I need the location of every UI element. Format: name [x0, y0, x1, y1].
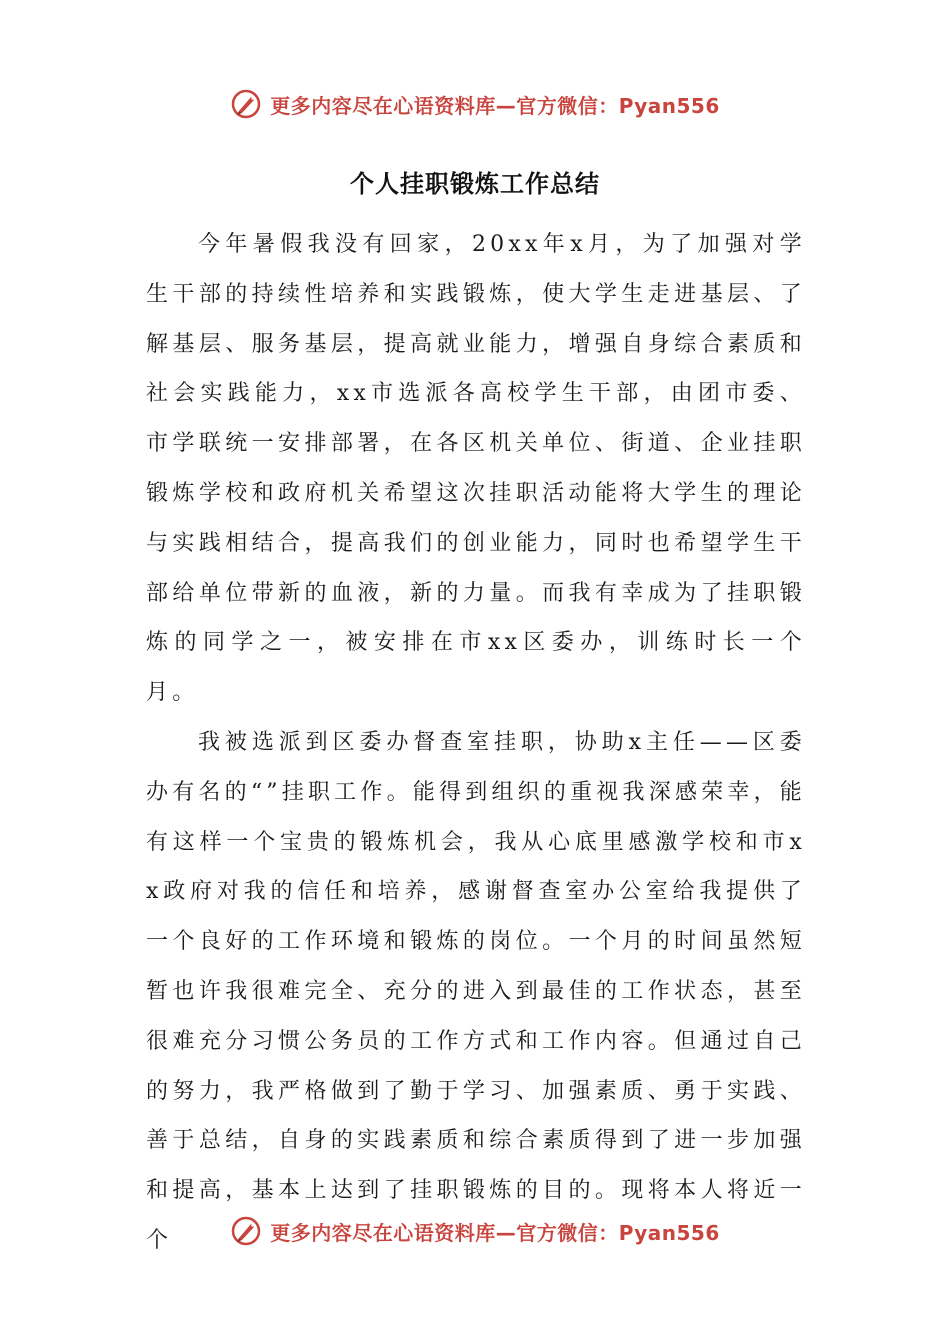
- banner-text: 更多内容尽在心语资料库—官方微信：Pyan556: [270, 1220, 720, 1245]
- pen-logo-icon: [230, 1215, 262, 1247]
- paragraph: 我被选派到区委办督查室挂职，协助x主任——区委办有名的“”挂职工作。能得到组织的重视我深感荣幸，能有这样一个宝贵的锻炼机会，我从心底里感激学校和市xx政府对我的信任和培养，感谢督查室办公室给我提供了一个良好的工作环境和锻炼的岗位。一个月的时间虽然短暂也许我很难完全、充分的进入到最佳的工作状态，甚至很难充分习惯公务员的工作方式和工作内容。但通过自己的努力，我严格做到了勤于学习、加强素质、勇于实践、善于总结，自身的实践素质和综合素质得到了进一步加强和提高，基本上达到了挂职锻炼的目的。现将本人将近一个: [146, 729, 806, 1253]
- pen-logo-icon: [230, 88, 262, 120]
- banner-text: 更多内容尽在心语资料库—官方微信：Pyan556: [270, 93, 720, 118]
- document-title: 个人挂职锻炼工作总结: [350, 169, 600, 199]
- paragraph: 今年暑假我没有回家，20xx年x月，为了加强对学生干部的持续性培养和实践锻炼，使大学生走进基层、了解基层、服务基层，提高就业能力，增强自身综合素质和社会实践能力，xx市选派各高校学生干部，由团市委、市学联统一安排部署，在各区机关单位、街道、企业挂职锻炼学校和政府机关希望这次挂职活动能将大学生的理论与实践相结合，提高我们的创业能力，同时也希望学生干部给单位带新的血液，新的力量。而我有幸成为了挂职锻炼的同学之一，被安排在市xx区委办，训练时长一个月。: [146, 232, 806, 706]
- footer-banner: [0, 1211, 950, 1251]
- header-banner: [0, 84, 950, 124]
- document-body: [146, 220, 806, 1266]
